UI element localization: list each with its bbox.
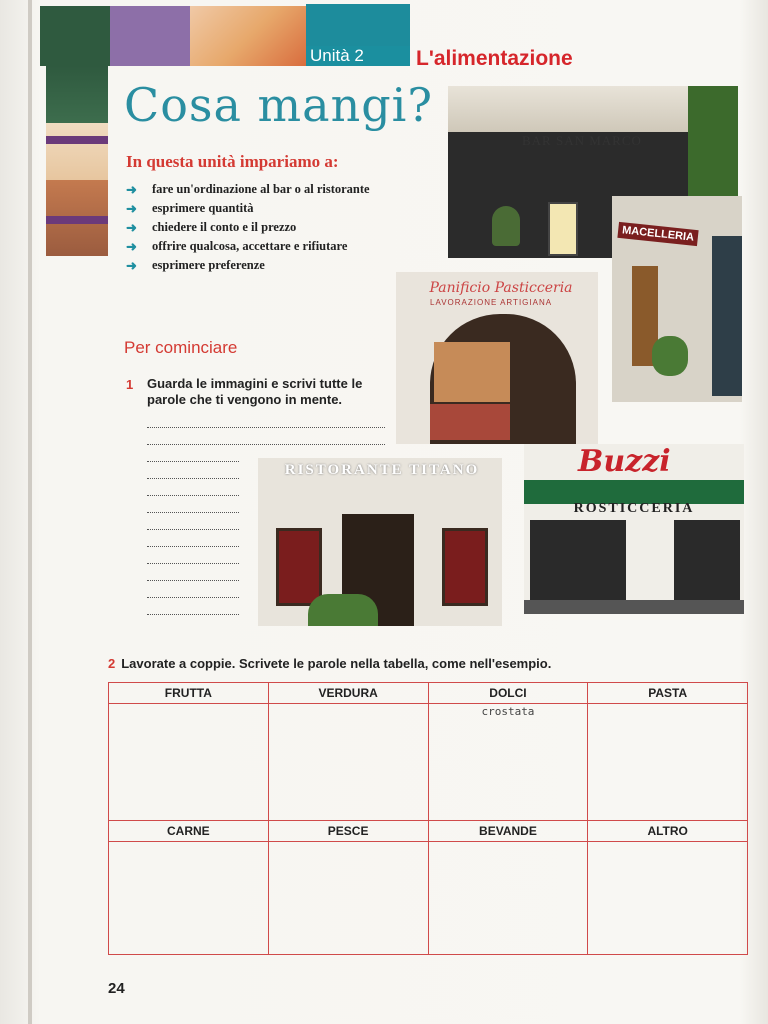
arrow-right-icon: ➜ bbox=[126, 239, 137, 254]
table-header: DOLCI bbox=[428, 683, 588, 704]
exercise-instruction: Guarda le immagini e scrivi tutte le parole che ti vengono in mente. bbox=[147, 376, 363, 407]
photo-bakery bbox=[396, 272, 598, 444]
table-cell[interactable] bbox=[268, 842, 428, 955]
butcher-sign: MACELLERIA bbox=[617, 222, 698, 246]
answer-line[interactable] bbox=[147, 579, 239, 581]
answer-line[interactable] bbox=[147, 528, 239, 530]
answer-line[interactable] bbox=[147, 494, 239, 496]
answer-line[interactable] bbox=[147, 562, 239, 564]
rotisserie-sign: ROSTICCERIA bbox=[573, 501, 695, 516]
photo-rotisserie bbox=[524, 444, 744, 614]
arrow-right-icon: ➜ bbox=[126, 220, 137, 235]
table-cell[interactable] bbox=[588, 704, 748, 821]
table-cell[interactable] bbox=[428, 842, 588, 955]
section-heading: Per cominciare bbox=[124, 338, 238, 357]
answer-line[interactable] bbox=[147, 460, 239, 462]
exercise-instruction: Lavorate a coppie. Scrivete le parole nella tabella, come nell'esempio. bbox=[121, 656, 552, 671]
page-binding-edge bbox=[28, 0, 32, 1024]
arrow-right-icon: ➜ bbox=[126, 258, 137, 273]
arrow-right-icon: ➜ bbox=[126, 201, 137, 216]
bakery-subtitle: LAVORAZIONE ARTIGIANA bbox=[430, 298, 553, 307]
goal-item: ➜ fare un'ordinazione al bar o al ristorante bbox=[126, 182, 370, 197]
page-number: 24 bbox=[108, 980, 125, 997]
unit-title: L'alimentazione bbox=[416, 47, 573, 70]
page-title: Cosa mangi? bbox=[124, 78, 434, 132]
table-header: FRUTTA bbox=[109, 683, 269, 704]
answer-line[interactable] bbox=[147, 426, 385, 428]
table-cell[interactable] bbox=[109, 704, 269, 821]
goals-list bbox=[126, 182, 406, 277]
photo-restaurant bbox=[258, 458, 502, 626]
exercise-number: 1 bbox=[126, 377, 134, 392]
answer-line[interactable] bbox=[147, 443, 385, 445]
rotisserie-logo: Buzzi bbox=[578, 444, 671, 479]
answer-line[interactable] bbox=[147, 596, 239, 598]
exercise-number: 2 bbox=[108, 656, 116, 671]
table-cell[interactable] bbox=[109, 842, 269, 955]
bakery-sign: Panificio Pasticceria bbox=[429, 280, 573, 296]
example-word: crostata bbox=[481, 705, 535, 718]
arrow-right-icon: ➜ bbox=[126, 182, 137, 197]
table-cell[interactable] bbox=[588, 842, 748, 955]
unit-banner-block bbox=[306, 4, 410, 46]
table-cell[interactable] bbox=[268, 704, 428, 821]
bar-sign: BAR SAN MARCO bbox=[522, 133, 642, 148]
answer-line[interactable] bbox=[147, 511, 239, 513]
answer-line[interactable] bbox=[147, 477, 239, 479]
table-header: BEVANDE bbox=[428, 821, 588, 842]
decorative-artwork bbox=[40, 6, 310, 66]
restaurant-sign: RISTORANTE TITANO bbox=[284, 462, 480, 478]
table-cell[interactable] bbox=[428, 704, 588, 821]
goals-heading: In questa unità impariamo a: bbox=[126, 152, 339, 171]
goal-item: ➜ offrire qualcosa, accettare e rifiutare bbox=[126, 239, 348, 254]
table-header: CARNE bbox=[109, 821, 269, 842]
table-header: VERDURA bbox=[268, 683, 428, 704]
goal-item: ➜ esprimere quantità bbox=[126, 201, 254, 216]
exercise-2-instruction bbox=[108, 656, 551, 671]
goal-item: ➜ esprimere preferenze bbox=[126, 258, 265, 273]
table-header: ALTRO bbox=[588, 821, 748, 842]
answer-line[interactable] bbox=[147, 613, 239, 615]
answer-line[interactable] bbox=[147, 545, 239, 547]
decorative-artwork-side bbox=[46, 66, 108, 256]
table-header: PASTA bbox=[588, 683, 748, 704]
food-category-table bbox=[108, 682, 748, 955]
unit-label: Unità 2 bbox=[306, 46, 410, 66]
table-header: PESCE bbox=[268, 821, 428, 842]
photo-butcher bbox=[612, 196, 742, 402]
goal-item: ➜ chiedere il conto e il prezzo bbox=[126, 220, 297, 235]
